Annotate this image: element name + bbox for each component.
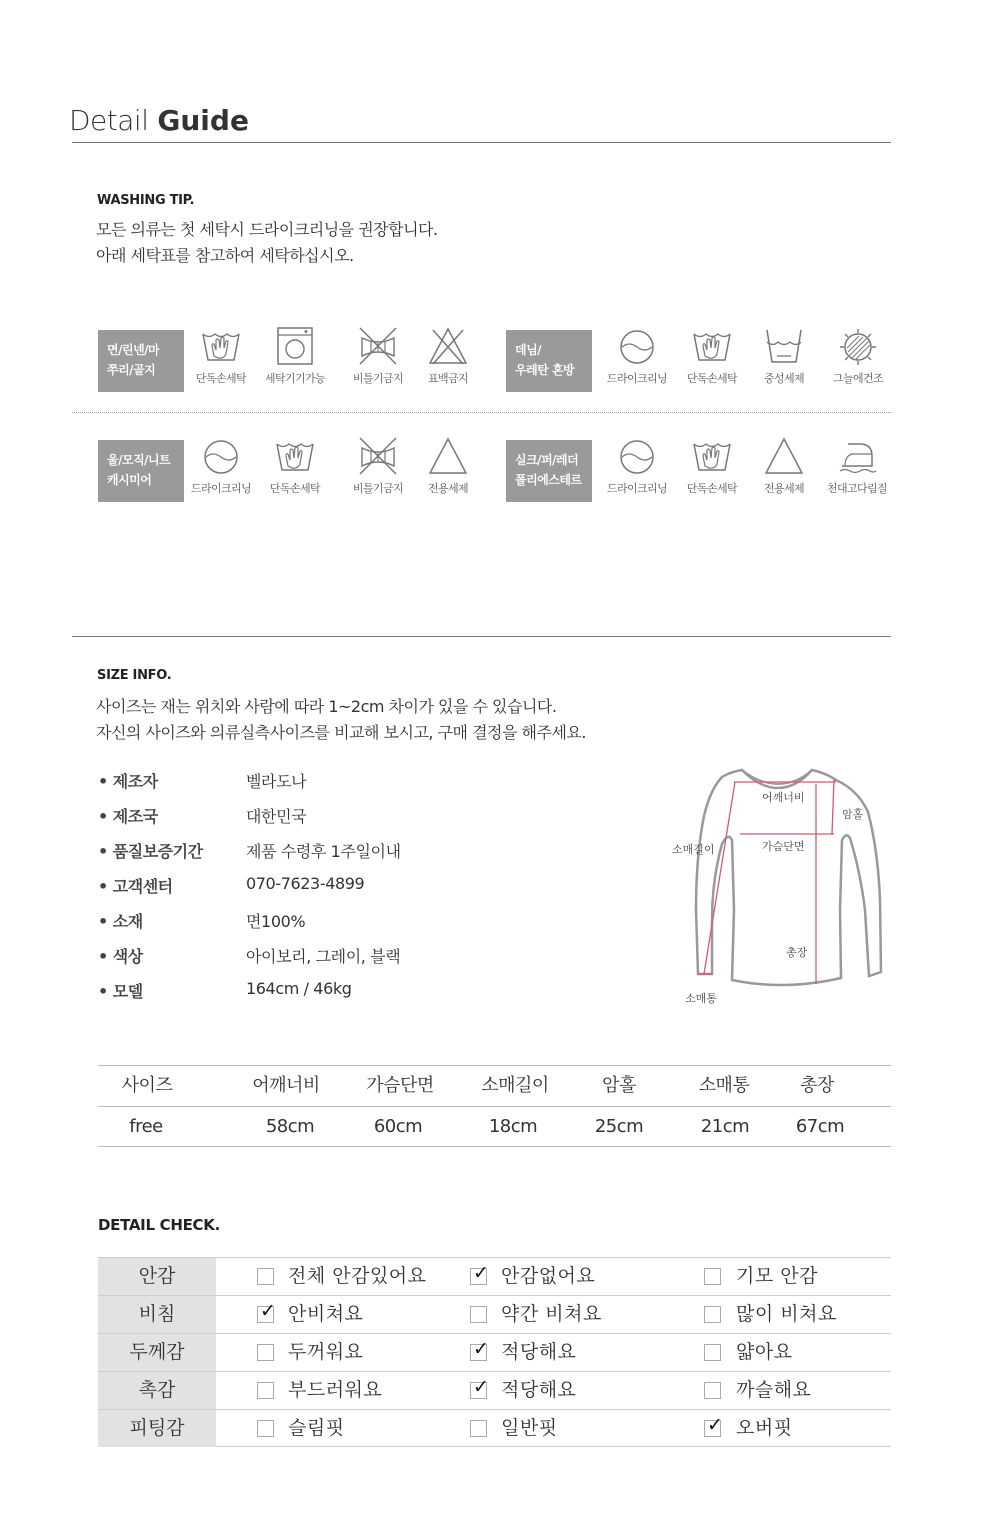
wash-icon-item — [412, 326, 484, 386]
size-header-cell: 암홀 — [602, 1075, 636, 1096]
category-line: 쭈리/골지 — [107, 363, 156, 377]
washing-tip-text — [96, 217, 438, 269]
diagram-label-length: 총장 — [786, 946, 808, 959]
checkbox[interactable] — [257, 1382, 274, 1399]
category-line: 우레탄 혼방 — [515, 363, 575, 377]
check-option-label: 전체 안감있어요 — [288, 1265, 427, 1287]
spec-value: 164cm / 46kg — [246, 979, 352, 998]
spec-value: 벨라도나 — [246, 772, 307, 791]
wash-icon-label: 단독손세탁 — [686, 372, 738, 385]
wash-icon-label: 드라이크리닝 — [606, 482, 668, 495]
check-row-label: 두께감 — [98, 1334, 216, 1371]
checkbox[interactable] — [257, 1300, 276, 1323]
wash-icon-label: 천대고다림질 — [826, 482, 888, 495]
size-table — [98, 1065, 891, 1147]
check-row-texture — [98, 1371, 891, 1409]
washing-tip-heading: WASHING TIP. — [97, 193, 195, 208]
size-value-cell: 21cm — [700, 1116, 750, 1137]
wash-icon-label: 단독손세탁 — [269, 482, 321, 495]
no-bleach-icon — [427, 326, 469, 366]
check-row-thickness — [98, 1333, 891, 1371]
checkbox[interactable] — [704, 1414, 723, 1437]
spec-label: • 제조자 — [98, 772, 158, 791]
page-title — [69, 104, 249, 137]
spec-label: • 고객센터 — [98, 877, 173, 896]
checkbox[interactable] — [704, 1306, 721, 1323]
detail-check-table — [98, 1257, 891, 1447]
dry-clean-icon — [616, 326, 658, 366]
category-line: 데님/ — [515, 343, 542, 357]
check-option-label: 까슬해요 — [736, 1379, 812, 1401]
wash-icon-label: 그늘에건조 — [832, 372, 884, 385]
wash-icon-item — [676, 436, 748, 496]
category-line: 캐시미어 — [107, 473, 152, 487]
spec-label: • 제조국 — [98, 807, 158, 826]
size-info-line: 사이즈는 재는 위치와 사람에 따라 1~2cm 차이가 있을 수 있습니다. — [96, 697, 557, 716]
hand-wash-icon — [691, 326, 733, 366]
wash-icon-label: 비틀기금지 — [352, 482, 404, 495]
check-row-label: 비침 — [98, 1296, 216, 1333]
check-option-label: 안감없어요 — [501, 1265, 596, 1287]
wash-icon-item — [185, 326, 257, 386]
spec-value: 대한민국 — [246, 807, 307, 826]
check-row-sheerness — [98, 1295, 891, 1333]
size-value-cell: free — [129, 1116, 163, 1137]
washing-machine-icon — [274, 326, 316, 366]
checkbox[interactable] — [470, 1420, 487, 1437]
size-value-cell: 58cm — [265, 1116, 315, 1137]
table-row — [98, 1106, 891, 1147]
size-header-cell: 어깨너비 — [252, 1075, 320, 1096]
wash-icon-label: 전용세제 — [427, 482, 469, 495]
diagram-label-chest: 가슴단면 — [762, 840, 805, 853]
neutral-detergent-icon — [763, 326, 805, 366]
spec-label: • 품질보증기간 — [98, 842, 203, 861]
wash-row-divider — [72, 412, 891, 413]
spec-value: 제품 수령후 1주일이내 — [246, 842, 401, 861]
spec-label: • 소재 — [98, 912, 143, 931]
wash-icon-label: 세탁기기가능 — [264, 372, 326, 385]
check-option-label: 두꺼워요 — [288, 1341, 364, 1363]
check-row-label: 피팅감 — [98, 1410, 216, 1447]
category-line: 면/린넨/마 — [107, 343, 160, 357]
check-row-fit — [98, 1409, 891, 1447]
wash-icon-item — [185, 436, 257, 496]
spec-label: • 색상 — [98, 947, 143, 966]
header-divider — [72, 142, 891, 143]
size-header-cell: 총장 — [800, 1075, 834, 1096]
diagram-label-sleeve: 소매길이 — [672, 843, 715, 856]
check-option-label: 적당해요 — [501, 1379, 577, 1401]
dry-clean-icon — [200, 436, 242, 476]
wash-icon-item — [412, 436, 484, 496]
check-mark-icon: ✓ — [707, 1414, 723, 1436]
wash-icon-label: 드라이크리닝 — [190, 482, 252, 495]
fabric-category-cotton — [98, 330, 184, 392]
diagram-label-cuff: 소매통 — [685, 992, 717, 1005]
spec-value: 아이보리, 그레이, 블랙 — [246, 947, 401, 966]
special-detergent-icon — [763, 436, 805, 476]
checkbox[interactable] — [470, 1376, 489, 1399]
diagram-label-armhole: 암홀 — [842, 808, 864, 821]
no-wring-icon — [357, 436, 399, 476]
wash-icon-label: 중성세제 — [763, 372, 805, 385]
wash-icon-item — [748, 326, 820, 386]
size-header-cell: 사이즈 — [121, 1075, 173, 1096]
size-header-cell: 소매통 — [698, 1075, 750, 1096]
hand-wash-icon — [691, 436, 733, 476]
checkbox[interactable] — [470, 1306, 487, 1323]
checkbox[interactable] — [257, 1420, 274, 1437]
check-option-label: 기모 안감 — [736, 1265, 818, 1287]
check-option-label: 일반핏 — [501, 1417, 558, 1439]
wash-icon-label: 단독손세탁 — [195, 372, 247, 385]
wash-icon-item — [676, 326, 748, 386]
check-option-label: 많이 비쳐요 — [736, 1303, 837, 1325]
fabric-category-wool — [98, 440, 184, 502]
size-info-text — [96, 694, 586, 746]
size-value-cell: 18cm — [488, 1116, 538, 1137]
size-value-cell: 60cm — [373, 1116, 423, 1137]
checkbox[interactable] — [257, 1344, 274, 1361]
fabric-category-silk — [506, 440, 592, 502]
washing-tip-line: 모든 의류는 첫 세탁시 드라이크리닝을 권장합니다. — [96, 220, 438, 239]
section-divider — [72, 636, 891, 637]
diagram-label-shoulder: 어깨너비 — [762, 791, 805, 804]
wash-icon-item — [822, 326, 894, 386]
hand-wash-icon — [274, 436, 316, 476]
size-info-heading: SIZE INFO. — [97, 668, 172, 683]
category-line: 실크/퍼/레더 — [515, 453, 579, 467]
check-mark-icon: ✓ — [473, 1338, 489, 1360]
wash-icon-label: 전용세제 — [763, 482, 805, 495]
wash-icon-item — [342, 436, 414, 496]
wash-icon-label: 비틀기금지 — [352, 372, 404, 385]
size-info-line: 자신의 사이즈와 의류실측사이즈를 비교해 보시고, 구매 결정을 해주세요. — [96, 723, 586, 742]
checkbox[interactable] — [704, 1382, 721, 1399]
checkbox[interactable] — [704, 1268, 721, 1285]
size-value-cell: 67cm — [795, 1116, 845, 1137]
category-line: 폴리에스테르 — [515, 473, 582, 487]
shade-dry-icon — [837, 326, 879, 366]
wash-icon-item — [342, 326, 414, 386]
detail-check-heading: DETAIL CHECK. — [98, 1216, 220, 1234]
check-row-label: 촉감 — [98, 1372, 216, 1409]
wash-icon-label: 드라이크리닝 — [606, 372, 668, 385]
wash-icon-label: 표백금지 — [427, 372, 469, 385]
check-mark-icon: ✓ — [260, 1300, 276, 1322]
page-title-light: Detail — [69, 104, 149, 137]
washing-tip-line: 아래 세탁표를 참고하여 세탁하십시오. — [96, 246, 354, 265]
iron-with-cloth-icon — [836, 436, 878, 476]
checkbox[interactable] — [470, 1338, 489, 1361]
wash-icon-item — [259, 326, 331, 386]
wash-icon-item — [601, 436, 673, 496]
spec-label: • 모델 — [98, 982, 143, 1001]
check-mark-icon: ✓ — [473, 1376, 489, 1398]
checkbox[interactable] — [704, 1344, 721, 1361]
page-title-bold: Guide — [157, 104, 249, 137]
check-row-label: 안감 — [98, 1258, 216, 1295]
check-option-label: 약간 비쳐요 — [501, 1303, 602, 1325]
check-mark-icon: ✓ — [473, 1262, 489, 1284]
check-option-label: 적당해요 — [501, 1341, 577, 1363]
check-option-label: 안비쳐요 — [288, 1303, 364, 1325]
category-line: 울/모직/니트 — [107, 453, 171, 467]
size-header-cell: 가슴단면 — [366, 1075, 434, 1096]
wash-icon-item — [259, 436, 331, 496]
check-row-lining — [98, 1257, 891, 1295]
check-option-label: 부드러워요 — [288, 1379, 383, 1401]
wash-icon-item — [601, 326, 673, 386]
size-value-cell: 25cm — [594, 1116, 644, 1137]
checkbox[interactable] — [257, 1268, 274, 1285]
check-option-label: 오버핏 — [736, 1417, 793, 1439]
check-option-label: 얇아요 — [736, 1341, 793, 1363]
wash-icon-item — [748, 436, 820, 496]
size-header-cell: 소매길이 — [481, 1075, 549, 1096]
check-option-label: 슬림핏 — [288, 1417, 345, 1439]
dry-clean-icon — [616, 436, 658, 476]
fabric-category-denim — [506, 330, 592, 392]
wash-icon-label: 단독손세탁 — [686, 482, 738, 495]
wash-icon-item — [821, 436, 893, 496]
hand-wash-icon — [200, 326, 242, 366]
no-wring-icon — [357, 326, 399, 366]
size-table-header — [98, 1065, 891, 1106]
checkbox[interactable] — [470, 1262, 489, 1285]
spec-value: 면100% — [246, 912, 306, 931]
spec-value: 070-7623-4899 — [246, 874, 365, 893]
special-detergent-icon — [427, 436, 469, 476]
